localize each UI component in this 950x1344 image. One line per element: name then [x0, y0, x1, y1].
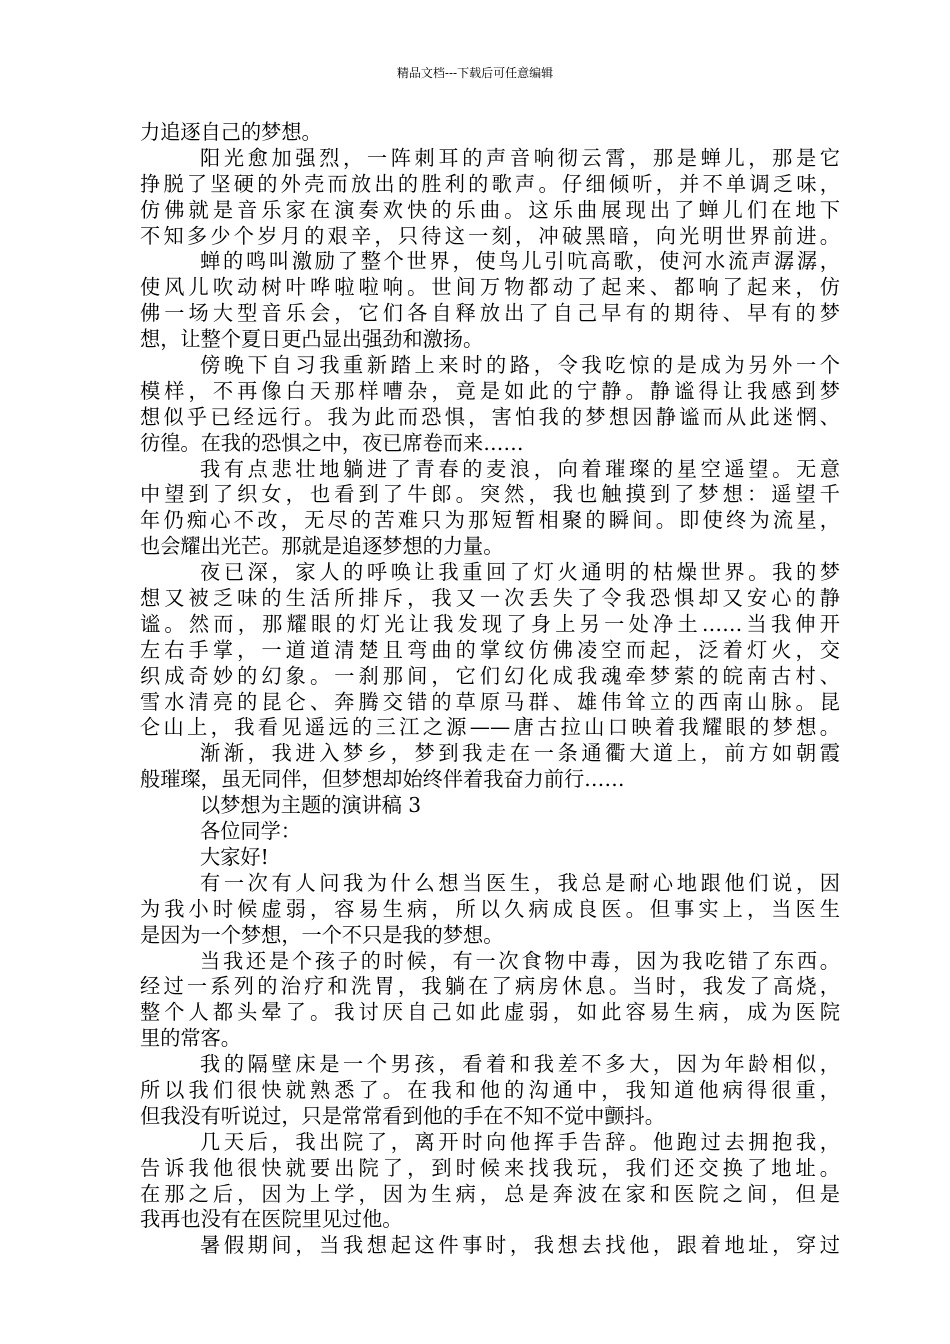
text-line: 想似乎已经远行。我为此而恐惧，害怕我的梦想因静谧而从此迷惘、 — [140, 404, 840, 429]
page-header: 精品文档---下载后可任意编辑 — [396, 66, 554, 80]
text-line: 大家好! — [200, 844, 269, 869]
text-line: 仿佛就是音乐家在演奏欢快的乐曲。这乐曲展现出了蝉儿们在地下 — [140, 197, 840, 222]
text-line: 各位同学： — [200, 819, 301, 844]
text-line: 仑山上，我看见遥远的三江之源——唐古拉山口映着我耀眼的梦想。 — [140, 715, 840, 740]
text-line: 但我没有听说过，只是常常看到他的手在不知不觉中颤抖。 — [140, 1103, 665, 1128]
text-line: 暑假期间，当我想起这件事时，我想去找他，跟着地址，穿过 — [200, 1233, 840, 1258]
text-line: 中望到了织女，也看到了牛郎。突然，我也触摸到了梦想：遥望千 — [140, 482, 840, 507]
text-line: 渐渐，我进入梦乡，梦到我走在一条通衢大道上，前方如朝霞 — [200, 741, 840, 766]
text-line: 我再也没有在医院里见过他。 — [140, 1207, 403, 1232]
text-line: 挣脱了坚硬的外壳而放出的胜利的歌声。仔细倾听，并不单调乏味， — [140, 171, 840, 196]
text-line: 为我小时候虚弱，容易生病，所以久病成良医。但事实上，当医生 — [140, 896, 840, 921]
text-line: 以梦想为主题的演讲稿 3 — [200, 793, 422, 818]
text-line: 是因为一个梦想，一个不只是我的梦想。 — [140, 922, 504, 947]
text-line: 想，让整个夏日更凸显出强劲和激扬。 — [140, 327, 484, 352]
text-line: 力追逐自己的梦想。 — [140, 120, 322, 144]
text-line: 织成奇妙的幻象。一刹那间，它们幻化成我魂牵梦萦的皖南古村、 — [140, 663, 840, 688]
text-line: 般璀璨，虽无同伴，但梦想却始终伴着我奋力前行…… — [140, 767, 625, 792]
text-line: 彷徨。在我的恐惧之中，夜已席卷而来…… — [140, 430, 524, 455]
text-line: 当我还是个孩子的时候，有一次食物中毒，因为我吃错了东西。 — [200, 948, 840, 973]
document-body — [140, 120, 840, 1259]
text-line: 我有点悲壮地躺进了青春的麦浪，向着璀璨的星空遥望。无意 — [200, 456, 840, 481]
text-line: 蝉的鸣叫激励了整个世界，使鸟儿引吭高歌，使河水流声潺潺， — [200, 249, 840, 274]
text-line: 整个人都头晕了。我讨厌自己如此虚弱，如此容易生病，成为医院 — [140, 1000, 840, 1025]
text-line: 年仍痴心不改，无尽的苦难只为那短暂相聚的瞬间。即使终为流星， — [140, 508, 840, 533]
text-line: 不知多少个岁月的艰辛，只待这一刻，冲破黑暗，向光明世界前进。 — [140, 223, 840, 248]
text-line: 模样，不再像白天那样嘈杂，竟是如此的宁静。静谧得让我感到梦 — [140, 378, 840, 403]
text-line: 想又被乏味的生活所排斥，我又一次丢失了令我恐惧却又安心的静 — [140, 586, 840, 611]
text-line: 经过一系列的治疗和洗胃，我躺在了病房休息。当时，我发了高烧， — [140, 974, 840, 999]
text-line: 夜已深，家人的呼唤让我重回了灯火通明的枯燥世界。我的梦 — [200, 560, 840, 585]
text-line: 告诉我他很快就要出院了，到时候来找我玩，我们还交换了地址。 — [140, 1155, 840, 1180]
text-line: 左右手掌，一道道清楚且弯曲的掌纹仿佛凌空而起，泛着灯火，交 — [140, 637, 840, 662]
text-line: 傍晚下自习我重新踏上来时的路，令我吃惊的是成为另外一个 — [200, 353, 840, 378]
text-line: 阳光愈加强烈，一阵刺耳的声音响彻云霄，那是蝉儿，那是它 — [200, 145, 840, 170]
text-line: 谧。然而，那耀眼的灯光让我发现了身上另一处净土……当我伸开 — [140, 611, 840, 636]
text-line: 也会耀出光芒。那就是追逐梦想的力量。 — [140, 534, 504, 559]
text-line: 几天后，我出院了，离开时向他挥手告辞。他跑过去拥抱我， — [200, 1129, 840, 1154]
text-line: 里的常客。 — [140, 1026, 241, 1051]
text-line: 雪水清亮的昆仑、奔腾交错的草原马群、雄伟耸立的西南山脉。昆 — [140, 689, 840, 714]
text-line: 佛一场大型音乐会，它们各自释放出了自己早有的期待、早有的梦 — [140, 301, 840, 326]
text-line: 在那之后，因为上学，因为生病，总是奔波在家和医院之间，但是 — [140, 1181, 840, 1206]
text-line: 所以我们很快就熟悉了。在我和他的沟通中，我知道他病得很重， — [140, 1077, 840, 1102]
text-line: 使风儿吹动树叶哗啦啦响。世间万物都动了起来、都响了起来，仿 — [140, 275, 840, 300]
text-line: 有一次有人问我为什么想当医生，我总是耐心地跟他们说，因 — [200, 870, 840, 895]
text-line: 我的隔壁床是一个男孩，看着和我差不多大，因为年龄相似， — [200, 1052, 840, 1077]
